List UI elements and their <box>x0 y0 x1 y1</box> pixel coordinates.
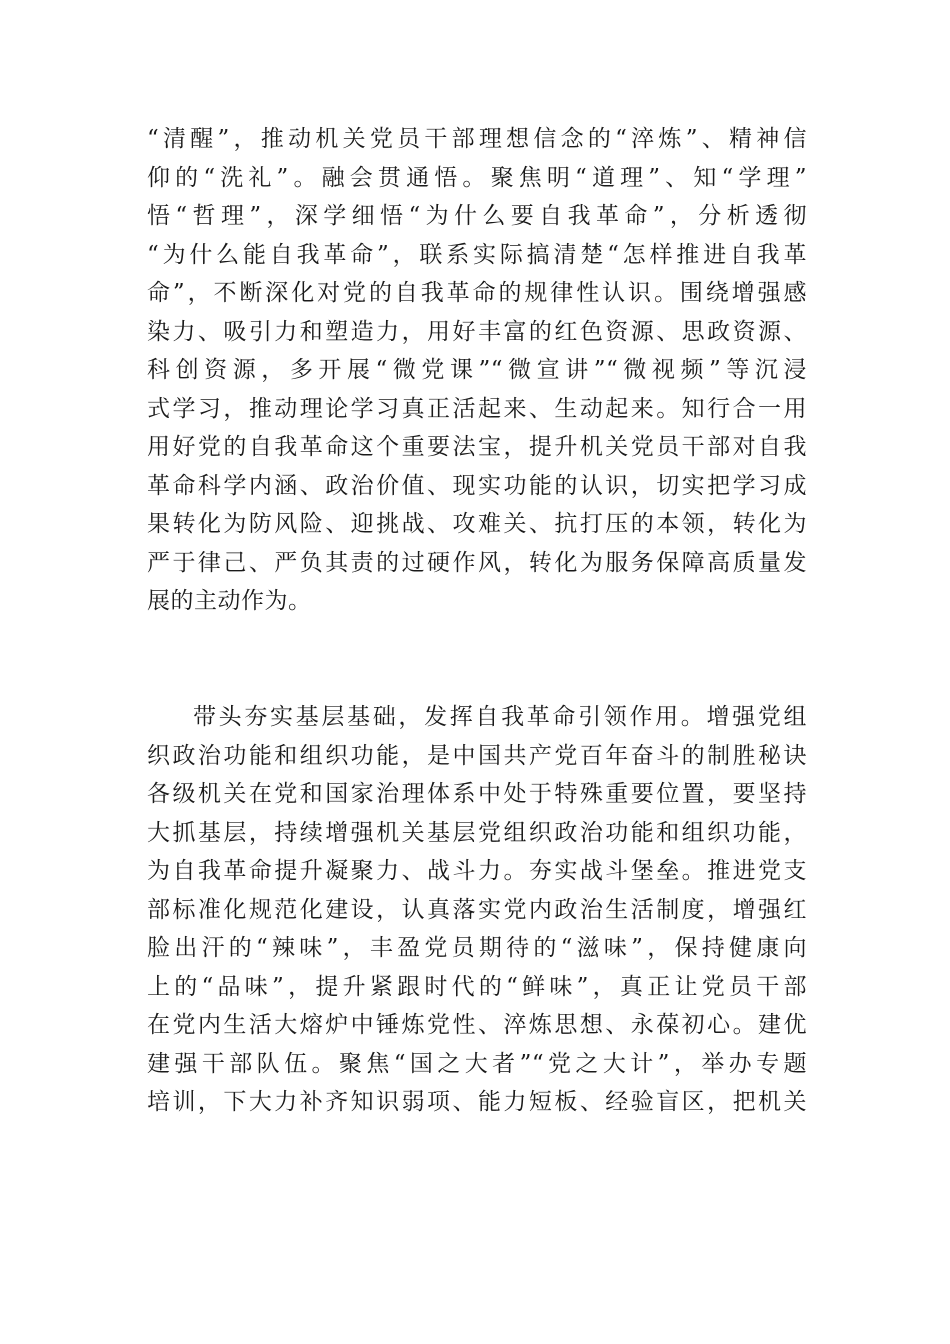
paragraph-line: 为自我革命提升凝聚力、战斗力。夯实战斗堡垒。推进党支 <box>147 858 807 884</box>
paragraph-line: 展的主动作为。 <box>147 588 312 614</box>
paragraph-line: 建强干部队伍。聚焦“国之大者”“党之大计”，举办专题 <box>147 1050 807 1077</box>
paragraph-line: 在党内生活大熔炉中锤炼党性、淬炼思想、永葆初心。建优 <box>147 1012 807 1038</box>
paragraph-line: 悟“哲理”，深学细悟“为什么要自我革命”，分析透彻 <box>147 203 807 229</box>
paragraph-line: “清醒”，推动机关党员干部理想信念的“淬炼”、精神信 <box>147 126 807 152</box>
paragraph-line: 严于律己、严负其责的过硬作风，转化为服务保障高质量发 <box>147 549 807 576</box>
paragraph-2 <box>147 698 807 1122</box>
paragraph-line: 上的“品味”，提升紧跟时代的“鲜味”，真正让党员干部 <box>147 973 807 1000</box>
paragraph-line: 用好党的自我革命这个重要法宝，提升机关党员干部对自我 <box>147 434 807 460</box>
paragraph-line: “为什么能自我革命”，联系实际搞清楚“怎样推进自我革 <box>147 241 807 268</box>
paragraph-line: 命”，不断深化对党的自我革命的规律性认识。围绕增强感 <box>147 280 807 306</box>
paragraph-line: 式学习，推动理论学习真正活起来、生动起来。知行合一用 <box>147 395 807 422</box>
paragraph-line: 带头夯实基层基础，发挥自我革命引领作用。增强党组 <box>193 704 807 730</box>
paragraph-line: 脸出汗的“辣味”，丰盈党员期待的“滋味”，保持健康向 <box>147 935 807 961</box>
paragraph-line: 果转化为防风险、迎挑战、攻难关、抗打压的本领，转化为 <box>147 511 807 537</box>
paragraph-line: 部标准化规范化建设，认真落实党内政治生活制度，增强红 <box>147 896 807 923</box>
paragraph-line: 织政治功能和组织功能，是中国共产党百年奋斗的制胜秘诀 <box>147 742 807 769</box>
paragraph-line: 仰的“洗礼”。融会贯通悟。聚焦明“道理”、知“学理” <box>147 164 807 191</box>
paragraph-line: 大抓基层，持续增强机关基层党组织政治功能和组织功能， <box>147 819 807 846</box>
paragraph-line: 染力、吸引力和塑造力，用好丰富的红色资源、思政资源、 <box>147 318 807 345</box>
paragraph-line: 革命科学内涵、政治价值、现实功能的认识，切实把学习成 <box>147 472 807 499</box>
paragraph-line: 培训，下大力补齐知识弱项、能力短板、经验盲区，把机关 <box>147 1089 807 1115</box>
paragraph-1 <box>147 120 807 621</box>
paragraph-line: 科创资源，多开展“微党课”“微宣讲”“微视频”等沉浸 <box>147 357 807 383</box>
paragraph-line: 各级机关在党和国家治理体系中处于特殊重要位置，要坚持 <box>147 781 807 807</box>
